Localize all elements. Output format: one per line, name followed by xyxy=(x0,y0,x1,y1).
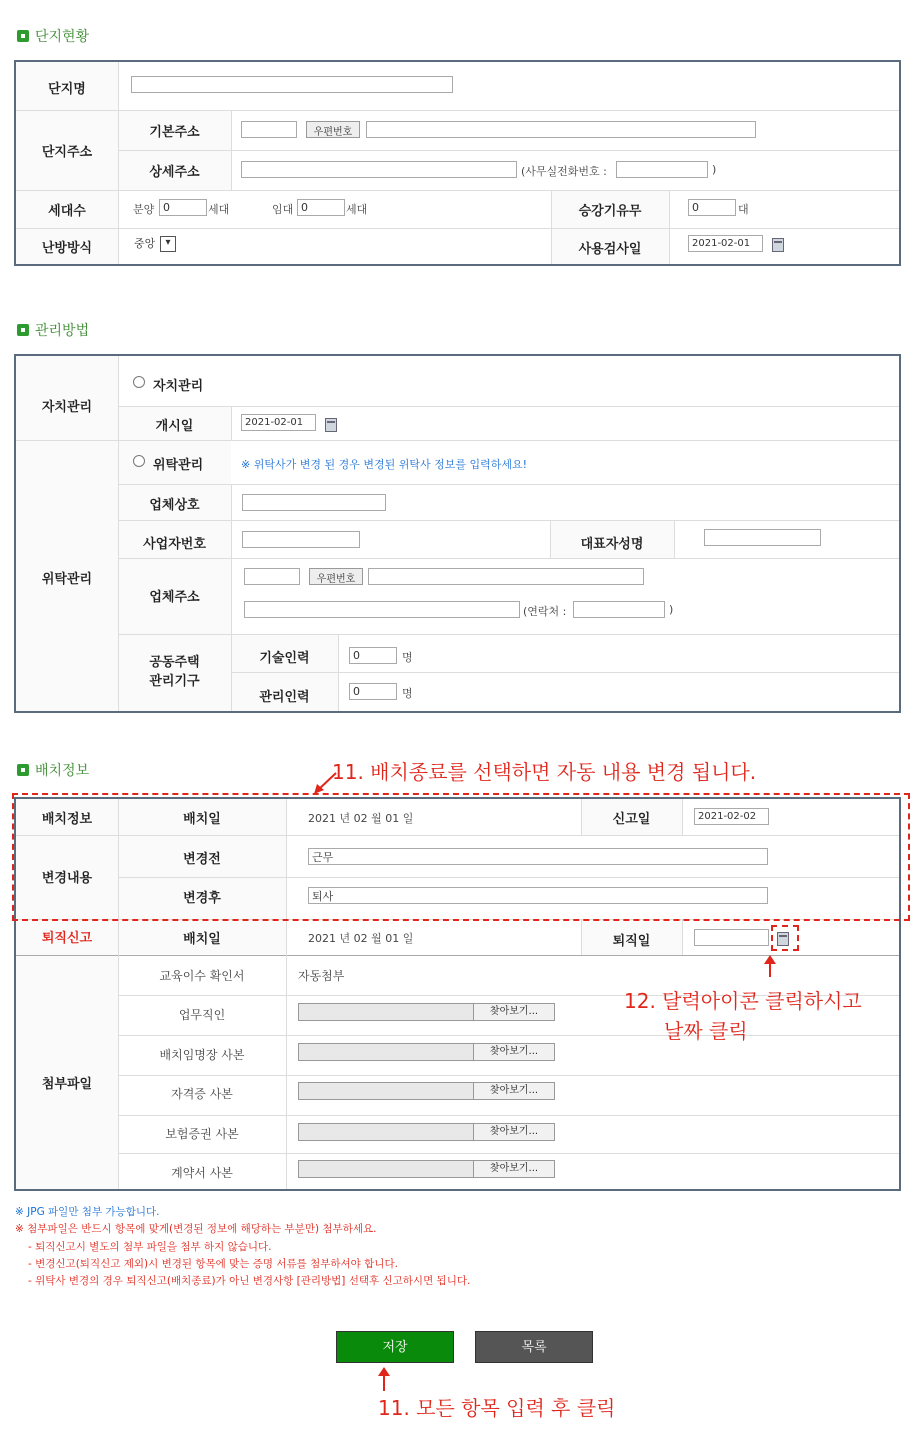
heating-select[interactable] xyxy=(134,235,178,253)
company-zip-button[interactable]: 우편번호 xyxy=(309,568,363,585)
edu-certificate-value: 자동첨부 xyxy=(298,969,345,983)
file-path-seal[interactable] xyxy=(298,1003,474,1021)
office-phone-close: ) xyxy=(712,163,717,176)
detail-address-label: 상세주소 xyxy=(149,165,200,180)
file-path-license[interactable] xyxy=(298,1082,474,1100)
placement-info-label: 배치정보 xyxy=(41,812,93,827)
rent-count-input[interactable] xyxy=(297,199,345,216)
annotation-arrow-icon xyxy=(376,1367,392,1393)
consign-management-label: 위탁관리 xyxy=(41,572,93,587)
detail-address-input[interactable] xyxy=(241,161,517,178)
households-label: 세대수 xyxy=(48,204,86,219)
tech-staff-label: 기술인력 xyxy=(259,651,310,666)
admin-staff-input[interactable] xyxy=(349,683,397,700)
annotation-arrow-icon xyxy=(762,955,778,979)
org-label-line1: 공동주택 xyxy=(149,655,200,670)
rent-unit: 세대 xyxy=(346,203,368,216)
base-address-label: 기본주소 xyxy=(149,125,200,140)
note-rule-3: - 위탁사 변경의 경우 퇴직신고(배치종료)가 아닌 변경사항 [관리방법] 선택후 신고하시면 됩니다. xyxy=(28,1275,471,1287)
bullet-icon xyxy=(17,324,29,336)
placement-date-value: 2021 년 02 월 01 일 xyxy=(308,812,414,825)
browse-button-seal[interactable]: 찾아보기... xyxy=(473,1003,555,1021)
start-date-input[interactable] xyxy=(241,414,316,431)
self-management-radio-label: 자치관리 xyxy=(153,379,204,394)
heating-selected-value: 중앙 xyxy=(134,237,156,250)
complex-name-input[interactable] xyxy=(131,76,453,93)
file-label-contract: 계약서 사본 xyxy=(171,1166,233,1180)
sale-count-input[interactable] xyxy=(159,199,207,216)
tech-staff-input[interactable] xyxy=(349,647,397,664)
self-management-radio[interactable] xyxy=(133,376,145,388)
company-name-input[interactable] xyxy=(242,494,386,511)
section-title-text: 배치정보 xyxy=(35,763,90,779)
business-number-label: 사업자번호 xyxy=(143,537,206,552)
resign-date-label: 퇴직일 xyxy=(612,934,651,949)
file-path-contract[interactable] xyxy=(298,1160,474,1178)
sale-label: 분양 xyxy=(133,203,155,216)
resign-report-label: 퇴직신고 xyxy=(41,931,93,946)
calendar-icon[interactable] xyxy=(772,238,784,252)
elevator-label: 승강기유무 xyxy=(578,204,642,219)
consign-management-radio-label: 위탁관리 xyxy=(153,458,204,473)
zip-search-button[interactable]: 우편번호 xyxy=(306,121,360,138)
consign-note: ※ 위탁사가 변경 된 경우 변경된 위탁사 정보를 입력하세요! xyxy=(241,458,527,471)
browse-button-insurance[interactable]: 찾아보기... xyxy=(473,1123,555,1141)
attachments-label: 첨부파일 xyxy=(41,1077,93,1092)
complex-address-label: 단지주소 xyxy=(41,145,93,160)
file-label-appointment: 배치임명장 사본 xyxy=(159,1048,245,1062)
calendar-icon[interactable] xyxy=(325,418,337,432)
contact-close: ) xyxy=(669,603,674,616)
edu-certificate-label: 교육이수 확인서 xyxy=(159,969,245,983)
browse-button-contract[interactable]: 찾아보기... xyxy=(473,1160,555,1178)
business-number-input[interactable] xyxy=(242,531,360,548)
file-path-insurance[interactable] xyxy=(298,1123,474,1141)
elevator-unit: 대 xyxy=(738,203,749,216)
inspection-date-input[interactable] xyxy=(688,235,763,252)
browse-button-appointment[interactable]: 찾아보기... xyxy=(473,1043,555,1061)
company-base-address-input[interactable] xyxy=(368,568,644,585)
section-title-management xyxy=(17,320,89,340)
zip-input[interactable] xyxy=(241,121,297,138)
base-address-input[interactable] xyxy=(366,121,756,138)
contact-input[interactable] xyxy=(573,601,665,618)
company-zip-input[interactable] xyxy=(244,568,300,585)
annotation-12-line1: 12. 달력아이콘 클릭하시고 xyxy=(624,989,862,1013)
before-change-label: 변경전 xyxy=(183,852,221,867)
browse-button-license[interactable]: 찾아보기... xyxy=(473,1082,555,1100)
bullet-icon xyxy=(17,30,29,42)
annotation-arrow-icon xyxy=(310,770,340,796)
file-label-insurance: 보험증권 사본 xyxy=(165,1127,239,1141)
tech-staff-unit: 명 xyxy=(402,651,413,664)
section-title-text: 관리방법 xyxy=(35,323,90,339)
section-title-complex xyxy=(17,26,89,46)
change-content-label: 변경내용 xyxy=(41,871,93,886)
admin-staff-unit: 명 xyxy=(402,687,413,700)
annotation-12-line2: 날짜 클릭 xyxy=(664,1019,748,1043)
rent-label: 임대 xyxy=(272,203,294,216)
placement-date-label: 배치일 xyxy=(183,812,221,827)
heating-label: 난방방식 xyxy=(41,241,93,256)
elevator-count-input[interactable] xyxy=(688,199,736,216)
note-rule-1: - 퇴직신고시 별도의 첨부 파일을 첨부 하지 않습니다. xyxy=(28,1241,272,1253)
office-phone-label: (사무실전화번호 : xyxy=(521,165,607,178)
annotation-box-change xyxy=(12,793,910,921)
company-name-label: 업체상호 xyxy=(149,498,200,513)
complex-name-label: 단지명 xyxy=(48,82,86,97)
resign-placement-date-label: 배치일 xyxy=(183,932,221,947)
org-label-line2: 관리기구 xyxy=(149,674,200,689)
note-jpg-only: ※ JPG 파일만 첨부 가능합니다. xyxy=(15,1206,160,1218)
inspection-date-label: 사용검사일 xyxy=(578,242,642,257)
consign-management-radio[interactable] xyxy=(133,455,145,467)
chevron-down-icon: ▾ xyxy=(160,236,176,252)
ceo-name-input[interactable] xyxy=(704,529,821,546)
report-date-label: 신고일 xyxy=(612,812,651,827)
resign-date-input[interactable] xyxy=(694,929,769,946)
file-label-license: 자격증 사본 xyxy=(171,1087,233,1101)
section-title-text: 단지현황 xyxy=(35,29,90,45)
self-management-label: 자치관리 xyxy=(41,400,93,415)
sale-unit: 세대 xyxy=(208,203,230,216)
section-title-placement xyxy=(17,760,89,780)
annotation-11-top: 11. 배치종료를 선택하면 자동 내용 변경 됩니다. xyxy=(332,760,757,784)
ceo-name-label: 대표자성명 xyxy=(580,537,644,552)
bullet-icon xyxy=(17,764,29,776)
resign-placement-date-value: 2021 년 02 월 01 일 xyxy=(308,932,414,945)
file-label-seal: 업무직인 xyxy=(178,1008,226,1022)
save-button[interactable]: 저장 xyxy=(336,1331,454,1363)
after-change-label: 변경후 xyxy=(183,891,221,906)
note-attach-rule: ※ 첨부파일은 반드시 항목에 맞게(변경된 정보에 해당하는 부분만) 첨부하세요. xyxy=(15,1223,377,1235)
admin-staff-label: 관리인력 xyxy=(259,690,310,705)
company-address-label: 업체주소 xyxy=(149,590,200,605)
company-detail-address-input[interactable] xyxy=(244,601,520,618)
note-rule-2: - 변경신고(퇴직신고 제외)시 변경된 항목에 맞는 증명 서류를 첨부하셔야 합니다. xyxy=(28,1258,398,1270)
list-button[interactable]: 목록 xyxy=(475,1331,593,1363)
office-phone-input[interactable] xyxy=(616,161,708,178)
file-path-appointment[interactable] xyxy=(298,1043,474,1061)
annotation-box-calendar xyxy=(771,925,799,951)
contact-label: (연락처 : xyxy=(523,605,567,618)
annotation-11-bottom: 11. 모든 항목 입력 후 클릭 xyxy=(378,1396,616,1420)
start-date-label: 개시일 xyxy=(155,419,194,434)
